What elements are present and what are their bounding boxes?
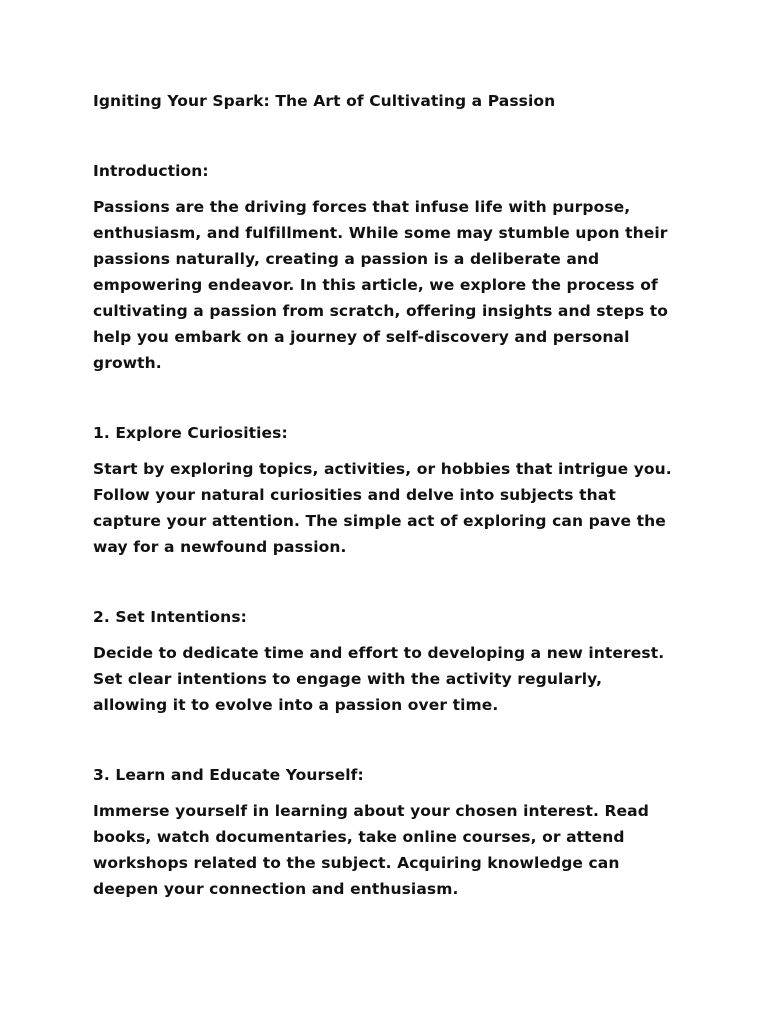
section-heading: 1. Explore Curiosities:	[93, 424, 288, 442]
section-introduction	[93, 158, 678, 376]
section-paragraph: Start by exploring topics, activities, or hobbies that intrigue you. Follow your natural curiosities and delve into subjects that capture your attention. The simple act of exploring can pave the way for a newfound passion.	[93, 460, 672, 556]
section-paragraph: Immerse yourself in learning about your chosen interest. Read books, watch documentaries, take online courses, or attend workshops related to the subject. Acquiring knowledge can deepen your connection and enthusiasm.	[93, 802, 649, 898]
section-paragraph: Decide to dedicate time and effort to developing a new interest. Set clear intentions to engage with the activity regularly, allowing it to evolve into a passion over time.	[93, 644, 665, 714]
document-page	[93, 88, 678, 946]
section-set-intentions	[93, 604, 678, 718]
document-title: Igniting Your Spark: The Art of Cultivating a Passion	[93, 92, 556, 110]
section-paragraph: Passions are the driving forces that infuse life with purpose, enthusiasm, and fulfillment. While some may stumble upon their passions naturally, creating a passion is a deliberate and empowering endeavor. In this article, we explore the process of cultivating a passion from scratch, offering insights and steps to help you embark on a journey of self-discovery and personal growth.	[93, 198, 669, 372]
section-heading: 2. Set Intentions:	[93, 608, 247, 626]
section-heading: Introduction:	[93, 162, 209, 180]
section-heading: 3. Learn and Educate Yourself:	[93, 766, 364, 784]
section-learn-and-educate	[93, 762, 678, 902]
section-explore-curiosities	[93, 420, 678, 560]
